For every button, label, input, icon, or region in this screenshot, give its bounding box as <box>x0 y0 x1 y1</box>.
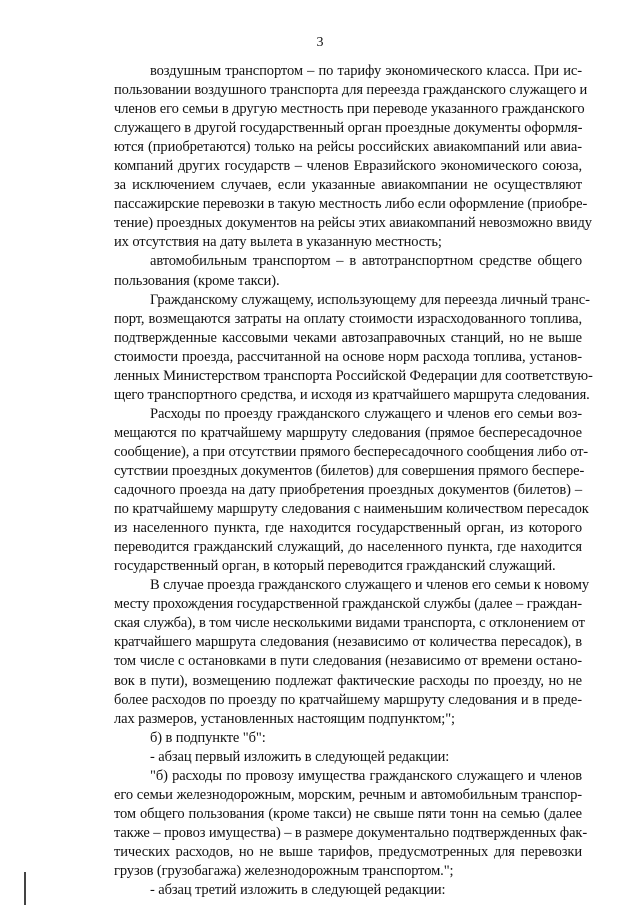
text-line: подтвержденные кассовыми чеками автозаправочных станций, но не выше <box>114 329 582 346</box>
text-line: - абзац третий изложить в следующей редакции: <box>150 882 446 899</box>
text-line: лах размеров, установленных настоящим подпунктом;"; <box>114 710 455 727</box>
scan-edge-mark <box>24 872 26 905</box>
text-line: Расходы по проезду гражданского служащего и членов его семьи воз- <box>150 405 582 422</box>
text-line: том общего пользования (кроме такси) не свыше пяти тонн на семью (далее <box>114 805 582 822</box>
text-line: их отсутствия на дату вылета в указанную местность; <box>114 234 442 251</box>
text-line: - абзац первый изложить в следующей редакции: <box>150 748 450 765</box>
page-number: 3 <box>316 35 324 50</box>
text-line: пользования (кроме такси). <box>114 272 280 289</box>
text-line: его семьи железнодорожным, морским, речным и автомобильным транспор- <box>114 786 582 803</box>
text-line: тических расходов, но не выше тарифов, предусмотренных для перевозки <box>114 843 582 860</box>
text-line: б) в подпункте "б": <box>150 729 266 746</box>
text-line: вок в пути), возмещению подлежат фактические расходы по проезду, но не <box>114 672 582 689</box>
text-line: садочного проезда на дату приобретения проездных документов (билетов) – <box>114 482 582 499</box>
text-line: более расходов по проезду по кратчайшему маршруту следования и в преде- <box>114 691 582 708</box>
text-line: сообщение), а при отсутствии прямого беспересадочного сообщения либо от- <box>114 443 589 460</box>
text-line: порт, возмещаются затраты на оплату стоимости израсходованного топлива, <box>114 310 582 327</box>
text-line: Гражданскому служащему, использующему для переезда личный транс- <box>150 291 590 308</box>
text-line: членов его семьи в другую местность при переводе указанного гражданского <box>114 101 585 118</box>
text-line: стоимости проезда, рассчитанной на основе норм расхода топлива, установ- <box>114 348 582 365</box>
text-line: пользовании воздушного транспорта для переезда гражданского служащего и <box>114 82 588 99</box>
text-line: компаний других государств – членов Евразийского экономического союза, <box>114 158 582 175</box>
text-line: тение) проездных документов на рейсы этих авиакомпаний невозможно ввиду <box>114 215 592 232</box>
text-line: государственный орган, в который переводится гражданский служащий. <box>114 558 556 575</box>
text-line: том числе с остановками в пути следования (независимо от времени остано- <box>114 653 582 670</box>
text-line: автомобильным транспортом – в автотранспортном средстве общего <box>150 253 582 270</box>
text-line: грузов (грузобагажа) железнодорожным транспортом."; <box>114 862 454 879</box>
text-line: за исключением случаев, если указанные авиакомпании не осуществляют <box>114 177 582 194</box>
text-line: ленных Министерством транспорта Российской Федерации для соответствую- <box>114 367 593 384</box>
text-line: по кратчайшему маршруту следования с наименьшим количеством пересадок <box>114 501 589 518</box>
text-line: служащего в другой государственный орган проездные документы оформля- <box>114 120 583 137</box>
text-line: месту прохождения государственной гражданской службы (далее – граждан- <box>114 596 582 613</box>
text-line: мещаются по кратчайшему маршруту следования (прямое беспересадочное <box>114 424 582 441</box>
document-body <box>114 62 593 900</box>
text-line: В случае проезда гражданского служащего и членов его семьи к новому <box>150 577 589 594</box>
text-line: "б) расходы по провозу имущества гражданского служащего и членов <box>150 767 582 784</box>
text-line: переводится гражданский служащий, до населенного пункта, где находится <box>114 539 582 556</box>
text-line: щего транспортного средства, и исходя из кратчайшего маршрута следования. <box>114 386 590 403</box>
text-line: воздушным транспортом – по тарифу экономического класса. При ис- <box>150 63 582 79</box>
text-line: сутствии проездных документов (билетов) для совершения прямого беспере- <box>114 462 585 479</box>
text-line: ются (приобретаются) только на рейсы российских авиакомпаний или авиа- <box>114 139 582 156</box>
text-line: пассажирские перевозки в такую местность либо если оформление (приобре- <box>114 196 588 213</box>
text-line: из населенного пункта, где находится государственный орган, из которого <box>114 520 582 537</box>
text-line: кратчайшего маршрута следования (независимо от количества пересадок), в <box>114 634 582 651</box>
text-line: ская служба), в том числе несколькими видами транспорта, с отклонением от <box>114 615 585 632</box>
text-line: также – провоз имущества) – в размере документально подтвержденных фак- <box>114 824 588 841</box>
